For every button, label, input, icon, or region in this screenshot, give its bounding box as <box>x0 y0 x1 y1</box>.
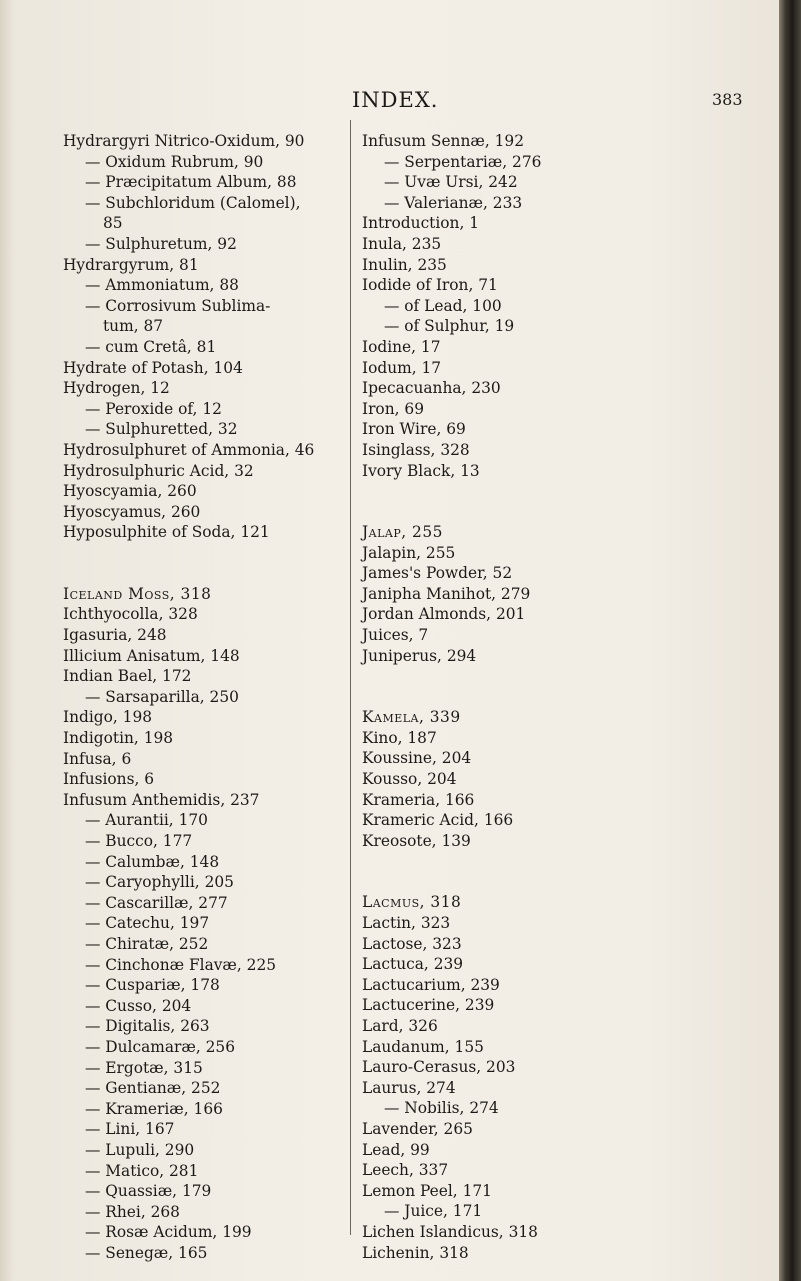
index-entry: — Calumbæ, 148 <box>85 852 220 871</box>
page-left-edge <box>0 0 14 1281</box>
index-entry: Igasuria, 248 <box>63 626 167 645</box>
index-entry: Jalapin, 255 <box>362 543 456 562</box>
index-entry: Infusions, 6 <box>63 770 155 789</box>
index-entry: — Lini, 167 <box>85 1120 175 1139</box>
index-entry: Ipecacuanha, 230 <box>362 379 501 398</box>
index-entry: — Cinchonæ Flavæ, 225 <box>85 955 277 974</box>
index-entry: — Ergotæ, 315 <box>85 1058 203 1077</box>
index-entry: — cum Cretâ, 81 <box>85 337 217 356</box>
index-entry-continuation: 85 <box>103 214 123 233</box>
index-entry: Indigo, 198 <box>63 708 153 727</box>
index-entry: Hyposulphite of Soda, 121 <box>63 523 270 542</box>
index-entry-continuation: tum, 87 <box>103 317 164 336</box>
index-entry: — Præcipitatum Album, 88 <box>85 173 297 192</box>
index-entry-section-start: Lacmus, 318 <box>362 893 462 912</box>
index-column-right <box>362 131 624 1263</box>
index-entry: Lactose, 323 <box>362 934 462 953</box>
index-entry: Krameric Acid, 166 <box>362 811 514 830</box>
index-entry: — Matico, 281 <box>85 1161 199 1180</box>
index-entry: — Subchloridum (Calomel), <box>85 193 301 212</box>
index-entry: — Bucco, 177 <box>85 832 193 850</box>
index-entry: — Gentianæ, 252 <box>85 1079 221 1098</box>
index-entry: Lactuca, 239 <box>362 955 464 974</box>
index-entry: Lactucarium, 239 <box>362 975 500 994</box>
column-divider <box>350 120 351 1235</box>
index-entry: — Rosæ Acidum, 199 <box>85 1223 252 1242</box>
index-entry: Infusum Sennæ, 192 <box>362 132 524 150</box>
index-entry: — Aurantii, 170 <box>85 811 208 830</box>
index-entry: — Lupuli, 290 <box>85 1140 195 1159</box>
index-entry: Lauro-Cerasus, 203 <box>362 1058 516 1077</box>
index-entry: — Chiratæ, 252 <box>85 934 209 953</box>
index-entry: Indian Bael, 172 <box>63 667 192 686</box>
index-entry: — Digitalis, 263 <box>85 1017 210 1036</box>
index-entry: — Sulphuretted, 32 <box>85 420 238 439</box>
index-entry: Hydrosulphuret of Ammonia, 46 <box>63 440 315 459</box>
index-entry: Juices, 7 <box>362 626 429 645</box>
index-entry: — Dulcamaræ, 256 <box>85 1037 236 1056</box>
index-entry: Kousso, 204 <box>362 770 457 789</box>
index-entry-section-start: Iceland Moss, 318 <box>63 584 212 603</box>
index-entry: Laudanum, 155 <box>362 1037 484 1056</box>
index-entry: Hydrosulphuric Acid, 32 <box>63 461 254 480</box>
index-entry: Kino, 187 <box>362 728 437 747</box>
index-entry: — Serpentariæ, 276 <box>384 152 542 171</box>
index-entry: Lichen Islandicus, 318 <box>362 1222 538 1241</box>
index-entry-section-start: Kamela, 339 <box>362 708 461 727</box>
index-entry: Isinglass, 328 <box>362 440 470 459</box>
index-entry: Kreosote, 139 <box>362 831 471 850</box>
index-entry: — Peroxide of, 12 <box>85 399 222 418</box>
index-entry: Introduction, 1 <box>362 214 480 233</box>
page-number: 383 <box>712 90 743 109</box>
index-entry: — Rhei, 268 <box>85 1202 180 1221</box>
index-entry: Hyoscyamus, 260 <box>63 502 201 521</box>
index-entry: — of Sulphur, 19 <box>384 317 515 336</box>
index-entry: Ichthyocolla, 328 <box>63 605 198 624</box>
index-entry: — Senegæ, 165 <box>85 1243 208 1262</box>
index-entry: — Cuspariæ, 178 <box>85 976 220 995</box>
index-entry: — Sulphuretum, 92 <box>85 234 237 253</box>
index-entry: Hydrogen, 12 <box>63 379 170 398</box>
index-entry: Hydrargyrum, 81 <box>63 255 199 274</box>
index-entry: Hydrate of Potash, 104 <box>63 358 243 377</box>
index-entry: Leech, 337 <box>362 1161 449 1180</box>
index-entry: — Oxidum Rubrum, 90 <box>85 152 264 171</box>
index-entry: Lavender, 265 <box>362 1119 473 1138</box>
index-entry: Iodine, 17 <box>362 337 441 356</box>
index-column-left <box>63 131 341 1263</box>
index-entry: — Caryophylli, 205 <box>85 873 234 892</box>
index-entry: — Valerianæ, 233 <box>384 193 523 212</box>
index-entry: Hyoscyamia, 260 <box>63 482 197 501</box>
book-spine <box>779 0 801 1281</box>
index-entry: Laurus, 274 <box>362 1078 456 1097</box>
index-entry: — Juice, 171 <box>384 1202 483 1221</box>
index-entry: Lard, 326 <box>362 1016 438 1035</box>
index-entry-section-start: Jalap, 255 <box>362 523 443 542</box>
index-entry: Lichenin, 318 <box>362 1243 469 1262</box>
index-entry: Ivory Black, 13 <box>362 461 480 480</box>
index-entry: Infusum Anthemidis, 237 <box>63 790 260 809</box>
index-entry: Juniperus, 294 <box>362 646 477 665</box>
index-entry: — Cascarillæ, 277 <box>85 893 228 912</box>
index-entry: James's Powder, 52 <box>362 564 513 583</box>
index-entry: Iron Wire, 69 <box>362 420 466 439</box>
index-entry: Iodide of Iron, 71 <box>362 276 498 295</box>
index-entry: — of Lead, 100 <box>384 296 502 315</box>
index-entry: Lead, 99 <box>362 1140 430 1159</box>
index-entry: Janipha Manihot, 279 <box>362 584 531 603</box>
page-header <box>0 88 801 118</box>
index-entry: — Sarsaparilla, 250 <box>85 687 239 706</box>
index-entry: — Quassiæ, 179 <box>85 1182 212 1201</box>
index-entry: Iodum, 17 <box>362 358 442 377</box>
index-entry: Lactin, 323 <box>362 914 451 932</box>
index-entry: Infusa, 6 <box>63 749 132 768</box>
index-entry: Iron, 69 <box>362 399 424 418</box>
index-entry: — Nobilis, 274 <box>384 1099 499 1118</box>
index-entry: Illicium Anisatum, 148 <box>63 646 240 665</box>
index-entry: Lactucerine, 239 <box>362 996 495 1015</box>
index-entry: — Ammoniatum, 88 <box>85 276 239 295</box>
running-title: INDEX. <box>352 88 439 112</box>
index-entry: Hydrargyri Nitrico-Oxidum, 90 <box>63 132 305 150</box>
index-entry: — Cusso, 204 <box>85 996 192 1015</box>
index-entry: — Uvæ Ursi, 242 <box>384 173 518 192</box>
index-entry: Koussine, 204 <box>362 749 472 768</box>
index-entry: Jordan Almonds, 201 <box>362 605 526 624</box>
index-entry: — Catechu, 197 <box>85 914 210 933</box>
index-entry: Inulin, 235 <box>362 255 447 274</box>
index-entry: — Krameriæ, 166 <box>85 1099 223 1118</box>
index-entry: — Corrosivum Sublima- <box>85 296 271 315</box>
index-entry: Indigotin, 198 <box>63 729 174 748</box>
index-entry: Krameria, 166 <box>362 790 475 809</box>
index-entry: Lemon Peel, 171 <box>362 1181 492 1200</box>
index-entry: Inula, 235 <box>362 234 442 253</box>
